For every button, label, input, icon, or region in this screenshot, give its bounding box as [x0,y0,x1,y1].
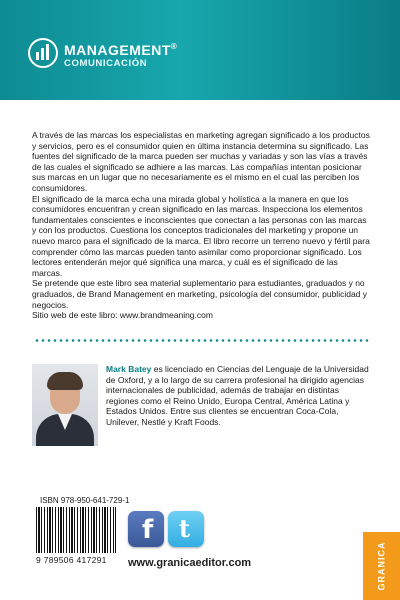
facebook-icon[interactable]: f [128,511,164,547]
synopsis-paragraph: El significado de la marca echa una mirada global y holística a la manera en que los consumidores encuentran y crean significado en las marcas. Inspecciona los elementos fundamentales conscientes e inconscientes que conectan a las personas con las marcas y con los productos. Cuestiona los conceptos tradicionales del marketing y propone un nuevo marco para el significado de la marca. El libro recorre un terreno nuevo y fértil para comprender cómo las marcas pueden tanto asimilar como proporcionar significado. Los lectores entenderán mejor qué significa una marca, y cuál es el significado de las marcas. [32,193,370,278]
author-bio-text: es licenciado en Ciencias del Lenguaje de la Universidad de Oxford, y a lo largo de su carrera profesional ha dirigido agencias internacionales de publicidad, además de trabajar en distintas regiones como el Reino Unido, Europa Central, América Latina y Estados Unidos. Entre sus clientes se encuentran Coca-Cola, Unilever, Nestlé y Kraft Foods. [106,364,369,427]
book-synopsis [32,130,370,321]
collection-name: MANAGEMENT® [64,42,178,58]
publisher-website-link[interactable]: www.granicaeditor.com [128,557,252,569]
book-website-line: Sitio web de este libro: www.brandmeaning.com [32,310,213,321]
author-photo [32,364,98,446]
publisher-name: GRANICA [376,541,387,591]
barcode [36,507,116,553]
isbn-label: ISBN 978-950-641-729-1 [40,496,130,505]
author-name: Mark Batey [106,364,152,374]
header-band [0,0,400,100]
synopsis-paragraph: Se pretende que este libro sea material suplementario para estudiantes, graduados y no graduados, de Brand Management en marketing, psicología del consumidor, publicidad y negocios. [32,278,368,310]
barcode-digits: 9 789506 417291 [36,555,107,565]
management-logo-icon [28,38,58,68]
synopsis-paragraph: A través de las marcas los especialistas en marketing agregan significado a los productos y servicios, pero es el consumidor quien en última instancia determina su significado. Las fuentes del significado de la marca pueden ser muchas y variadas y son las vías a través de las cuales el significado se adhiere a las marcas. Las compañías intentan posicionar sus marcas en un lugar que no necesariamente es el mismo en el cual las perciben los consumidores. [32,130,370,193]
publisher-tab [363,532,400,600]
twitter-icon[interactable]: t [168,511,204,547]
collection-subtitle: COMUNICACIÓN [64,58,148,69]
dotted-divider [34,339,370,342]
author-bio [106,364,372,428]
